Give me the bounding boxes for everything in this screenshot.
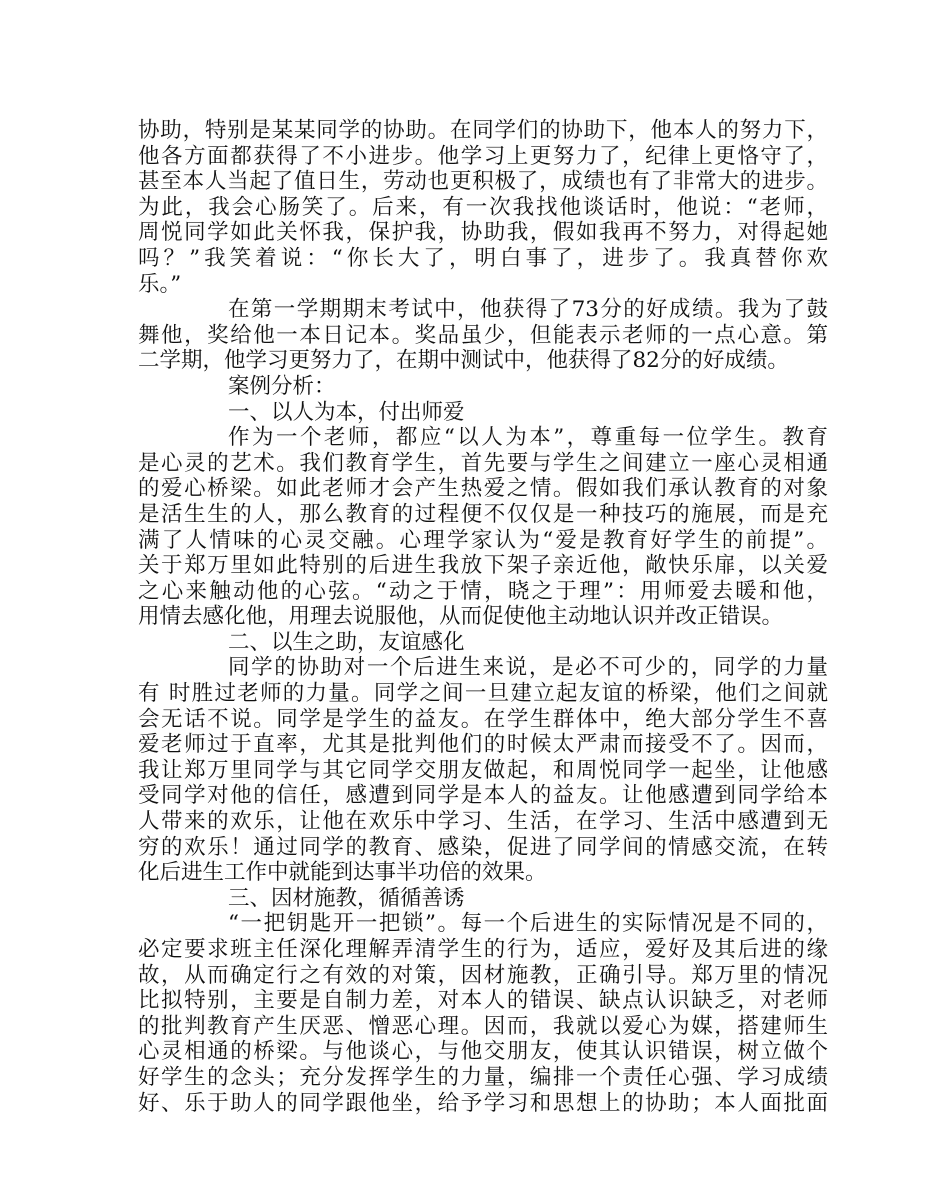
- text-line: 有 时胜过老师的力量。同学之间一旦建立起友谊的桥梁，他们之间就: [138, 681, 828, 707]
- text-line: 会无话不说。同学是学生的益友。在学生群体中，绝大部分学生不喜: [138, 706, 828, 732]
- text-line: 故，从而确定行之有效的对策，因材施教，正确引导。郑万里的情况: [138, 962, 828, 988]
- text-line: 三、因材施教，循循善诱: [228, 885, 465, 911]
- text-line: 周悦同学如此关怀我，保护我，协助我，假如我再不努力，对得起她: [138, 220, 828, 246]
- text-line: 好、乐于助人的同学跟他坐，给予学习和思想上的协助；本人面批面: [138, 1090, 828, 1116]
- text-line: 在第一学期期末考试中，他获得了73分的好成绩。我为了鼓: [228, 297, 828, 323]
- document-page: [138, 118, 828, 1116]
- text-line: 我让郑万里同学与其它同学交朋友做起，和周悦同学一起坐，让他感: [138, 757, 828, 783]
- text-line: 的爱心桥梁。如此老师才会产生热爱之情。假如我们承认教育的对象: [138, 476, 828, 502]
- text-line: 案例分析：: [228, 373, 336, 399]
- text-line: 受同学对他的信任，感遭到同学是本人的益友。让他感遭到同学给本: [138, 783, 828, 809]
- text-line: 关于郑万里如此特别的后进生我放下架子亲近他，敞快乐扉，以关爱: [138, 553, 828, 579]
- text-line: 比拟特别，主要是自制力差，对本人的错误、缺点认识缺乏，对老师: [138, 988, 828, 1014]
- text-line: 人带来的欢乐，让他在欢乐中学习、生活，在学习、生活中感遭到无: [138, 809, 828, 835]
- text-line: 满了人情味的心灵交融。心理学家认为“爱是教育好学生的前提”。: [138, 527, 828, 553]
- text-line: 之心来触动他的心弦。“动之于情，晓之于理”：用师爱去暖和他，: [138, 578, 828, 604]
- text-line: 好学生的念头；充分发挥学生的力量，编排一个责任心强、学习成绩: [138, 1064, 828, 1090]
- text-line: 的批判教育产生厌恶、憎恶心理。因而，我就以爱心为媒，搭建师生: [138, 1013, 828, 1039]
- text-line: 一、以人为本，付出师爱: [228, 399, 465, 425]
- text-line: 是活生生的人，那么教育的过程便不仅仅是一种技巧的施展，而是充: [138, 501, 828, 527]
- text-line: 爱老师过于直率，尤其是批判他们的时候太严肃而接受不了。因而，: [138, 732, 828, 758]
- text-line: 同学的协助对一个后进生来说，是必不可少的，同学的力量: [228, 655, 828, 681]
- text-line: 必定要求班主任深化理解弄清学生的行为，适应，爱好及其后进的缘: [138, 937, 828, 962]
- text-line: 穷的欢乐！通过同学的教育、感染，促进了同学间的情感交流，在转: [138, 834, 828, 860]
- text-line: 为此，我会心肠笑了。后来，有一次我找他谈话时，他说：“老师，: [138, 194, 828, 220]
- text-line: 甚至本人当起了值日生，劳动也更积极了，成绩也有了非常大的进步。: [138, 169, 828, 195]
- text-line: 二学期，他学习更努力了，在期中测试中，他获得了82分的好成绩。: [138, 348, 789, 374]
- text-line: 二、以生之助，友谊感化: [228, 629, 465, 655]
- text-line: 作为一个老师，都应“以人为本”，尊重每一位学生。教育: [228, 425, 828, 451]
- text-line: 心灵相通的桥梁。与他谈心，与他交朋友，使其认识错误，树立做个: [138, 1039, 828, 1065]
- text-line: 乐。”: [138, 271, 182, 297]
- text-line: 化后进生工作中就能到达事半功倍的效果。: [138, 860, 547, 886]
- text-line: 协助，特别是某某同学的协助。在同学们的协助下，他本人的努力下，: [138, 118, 828, 143]
- text-line: 他各方面都获得了不小进步。他学习上更努力了，纪律上更恪守了，: [138, 143, 828, 169]
- text-line: “一把钥匙开一把锁”。每一个后进生的实际情况是不同的，: [228, 911, 828, 937]
- text-line: 舞他，奖给他一本日记本。奖品虽少，但能表示老师的一点心意。第: [138, 322, 828, 348]
- text-line: 吗？”我笑着说：“你长大了，明白事了，进步了。我真替你欢: [138, 245, 828, 271]
- text-line: 是心灵的艺术。我们教育学生，首先要与学生之间建立一座心灵相通: [138, 450, 828, 476]
- text-line: 用情去感化他，用理去说服他，从而促使他主动地认识并改正错误。: [138, 604, 784, 630]
